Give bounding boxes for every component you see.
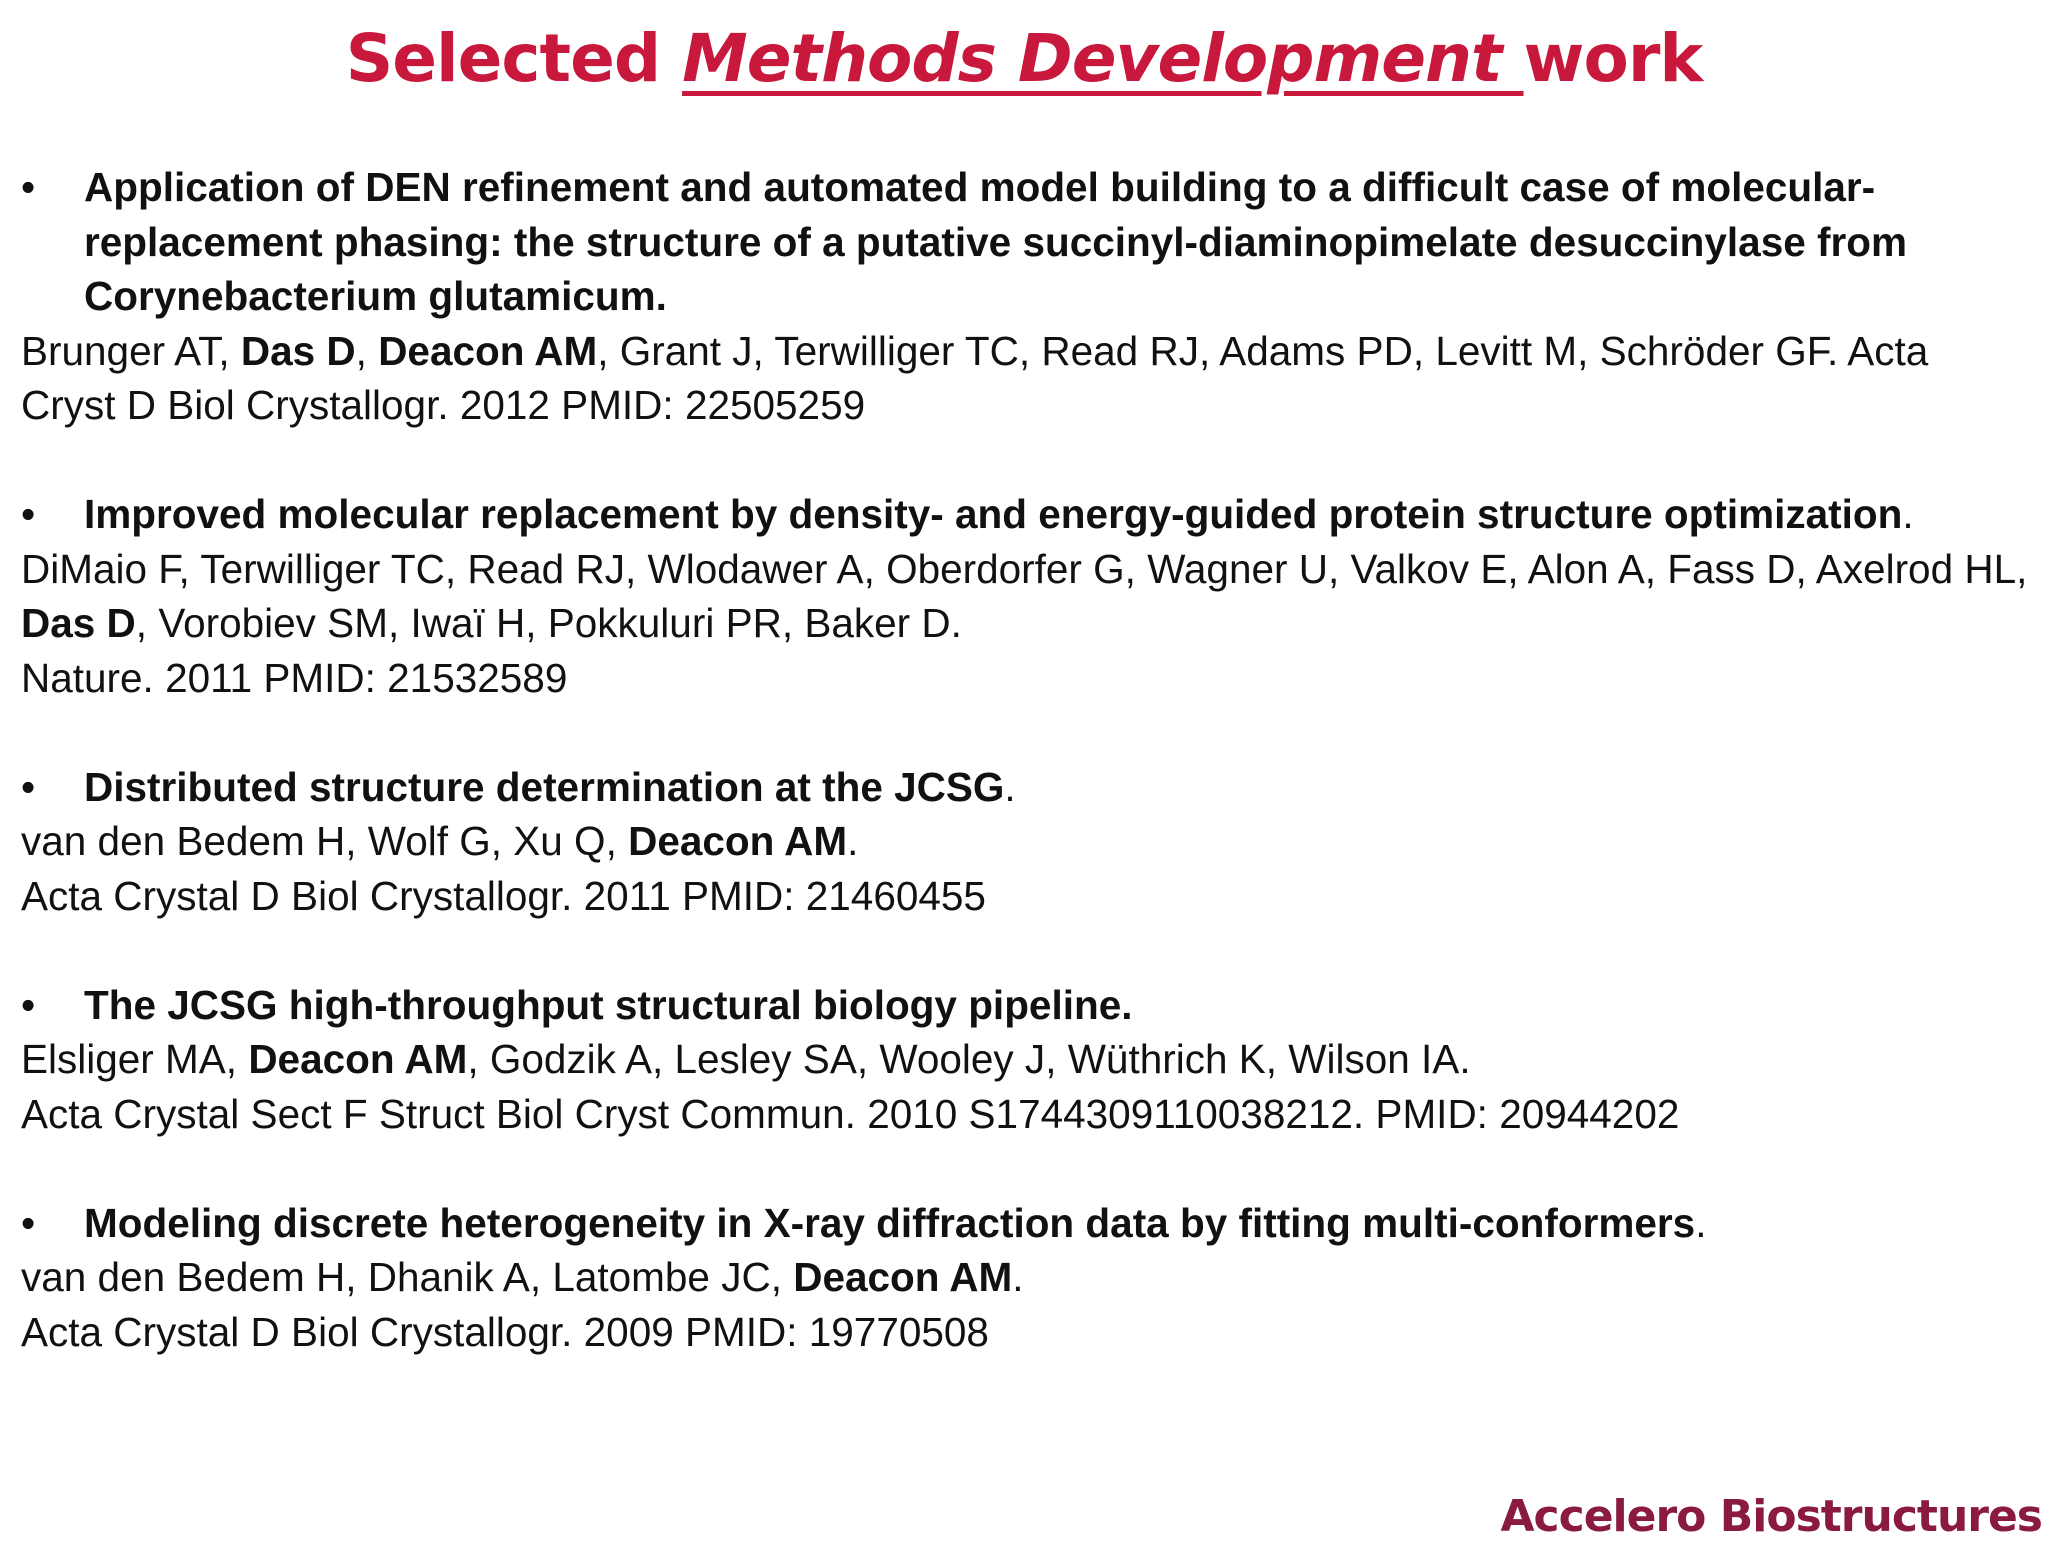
- publication-title: [21, 978, 2031, 1033]
- title-prefix: Selected: [345, 20, 683, 97]
- author-name: Deacon AM: [248, 1036, 468, 1082]
- bullet-icon: •: [21, 981, 36, 1028]
- author-name: Wagner U: [1147, 545, 1328, 592]
- bullet-icon: •: [21, 763, 36, 810]
- author-name: Deacon AM: [793, 1254, 1013, 1300]
- bullet-icon: •: [21, 1199, 36, 1246]
- bullet-icon: •: [21, 164, 36, 210]
- citation-line: [21, 869, 2031, 924]
- citation-line: [21, 651, 2031, 706]
- publication-citation: Acta Cryst D Biol Crystallogr. 2012 PMID: 22505259: [21, 327, 1929, 428]
- title-emphasis: Methods Development: [682, 20, 1524, 97]
- author-name: Read RJ: [1041, 327, 1199, 374]
- publication-title-trailing: .: [1004, 763, 1016, 810]
- author-name: Wolf G: [367, 818, 491, 864]
- publication-title: [21, 487, 2031, 542]
- author-name: Axelrod HL: [1815, 545, 2017, 592]
- author-name: Vorobiev SM: [158, 600, 388, 646]
- author-name: DiMaio F: [21, 545, 179, 592]
- publication-title-text: The JCSG high-throughput structural biology pipeline.: [84, 981, 1133, 1028]
- citation-line: [21, 1305, 2031, 1360]
- author-name: Xu Q: [513, 818, 606, 864]
- author-name: Wilson IA: [1288, 1036, 1460, 1082]
- author-name: Elsliger MA: [21, 1036, 226, 1082]
- author-name: Read RJ: [467, 545, 625, 592]
- author-name: Oberdorfer G: [886, 545, 1125, 592]
- publication-citation: Nature. 2011 PMID: 21532589: [21, 654, 568, 701]
- author-name: Deacon AM: [628, 818, 848, 864]
- author-name: Alon A: [1527, 545, 1645, 592]
- author-name: Levitt M: [1435, 327, 1578, 374]
- publication-title-trailing: .: [1902, 491, 1914, 537]
- citation-line: [21, 1087, 2031, 1142]
- publication-entry: [21, 487, 2031, 705]
- publication-title-text: Application of DEN refinement and automated model building to a difficult case of molecular-replacement phasing: the structure of a putative succinyl-diaminopimelate desuccinylase from Corynebacterium glutamicum.: [84, 164, 1907, 319]
- authors-end: .: [1459, 1036, 1471, 1082]
- publication-title: [21, 1196, 2031, 1251]
- publication-title: [21, 760, 2031, 815]
- publication-entry: [21, 160, 2031, 433]
- author-name: Das D: [21, 600, 136, 646]
- publication-authors: van den Bedem H, Dhanik A, Latombe JC, Deacon AM.: [21, 1254, 1024, 1300]
- publication-entry: [21, 760, 2031, 924]
- author-name: Schröder GF: [1599, 327, 1827, 374]
- author-name: Pokkuluri PR: [547, 600, 782, 646]
- authors-end: .: [847, 818, 859, 864]
- author-name: Das D: [240, 327, 356, 374]
- publication-title: [21, 160, 2031, 324]
- bullet-icon: •: [21, 491, 36, 537]
- authors-end: .: [1826, 327, 1848, 374]
- publication-authors: DiMaio F, Terwilliger TC, Read RJ, Wlodawer A, Oberdorfer G, Wagner U, Valkov E, Alon A, Fass D, Axelrod HL, Das D, Vorobiev SM, Iwaï H, Pokkuluri PR, Baker D.: [21, 545, 2028, 646]
- author-name: Wooley J: [879, 1036, 1046, 1082]
- publication-title-text: Distributed structure determination at the JCSG: [84, 763, 1005, 810]
- company-logo-text: Accelero Biostructures: [1500, 1491, 2042, 1542]
- author-name: Adams PD: [1219, 327, 1413, 374]
- author-name: van den Bedem H: [21, 818, 346, 864]
- slide-title: [0, 14, 2048, 104]
- publication-title-text: Improved molecular replacement by density- and energy-guided protein structure optimization: [84, 491, 1903, 537]
- author-name: Fass D: [1667, 545, 1796, 592]
- author-name: Terwilliger TC: [774, 327, 1019, 374]
- publication-citation: Acta Crystal D Biol Crystallogr. 2011 PMID: 21460455: [21, 872, 986, 919]
- author-name: Iwaï H: [410, 600, 526, 646]
- publication-title-text: Modeling discrete heterogeneity in X-ray diffraction data by fitting multi-conformers: [84, 1199, 1696, 1246]
- title-suffix: work: [1523, 20, 1703, 97]
- author-name: Valkov E: [1350, 545, 1508, 592]
- author-name: Latombe JC: [552, 1254, 771, 1300]
- author-name: Dhanik A: [367, 1254, 530, 1300]
- publication-entry: [21, 1196, 2031, 1360]
- author-name: Terwilliger TC: [200, 545, 445, 592]
- authors-end: .: [1012, 1254, 1024, 1300]
- publication-title-trailing: .: [1695, 1199, 1707, 1246]
- authors-end: .: [950, 600, 962, 646]
- author-name: Grant J: [619, 327, 753, 374]
- publication-list: [21, 160, 2031, 1414]
- author-name: Deacon AM: [378, 327, 598, 374]
- author-name: Lesley SA: [674, 1036, 857, 1082]
- author-name: Baker D: [804, 600, 951, 646]
- author-name: van den Bedem H: [21, 1254, 346, 1300]
- publication-authors: Elsliger MA, Deacon AM, Godzik A, Lesley SA, Wooley J, Wüthrich K, Wilson IA.: [21, 1036, 1471, 1082]
- publication-authors: Brunger AT, Das D, Deacon AM, Grant J, Terwilliger TC, Read RJ, Adams PD, Levitt M, Schröder GF. Acta Cryst D Biol Crystallogr. 2012 PMID: 22505259: [21, 327, 1929, 428]
- publication-citation: Acta Crystal D Biol Crystallogr. 2009 PMID: 19770508: [21, 1308, 989, 1355]
- author-name: Godzik A: [489, 1036, 652, 1082]
- author-name: Wlodawer A: [647, 545, 864, 592]
- publication-authors: van den Bedem H, Wolf G, Xu Q, Deacon AM.: [21, 818, 859, 864]
- author-name: Wüthrich K: [1067, 1036, 1266, 1082]
- publication-entry: [21, 978, 2031, 1142]
- author-name: Brunger AT: [21, 327, 219, 374]
- publication-citation: Acta Crystal Sect F Struct Biol Cryst Commun. 2010 S1744309110038212. PMID: 20944202: [21, 1090, 1680, 1137]
